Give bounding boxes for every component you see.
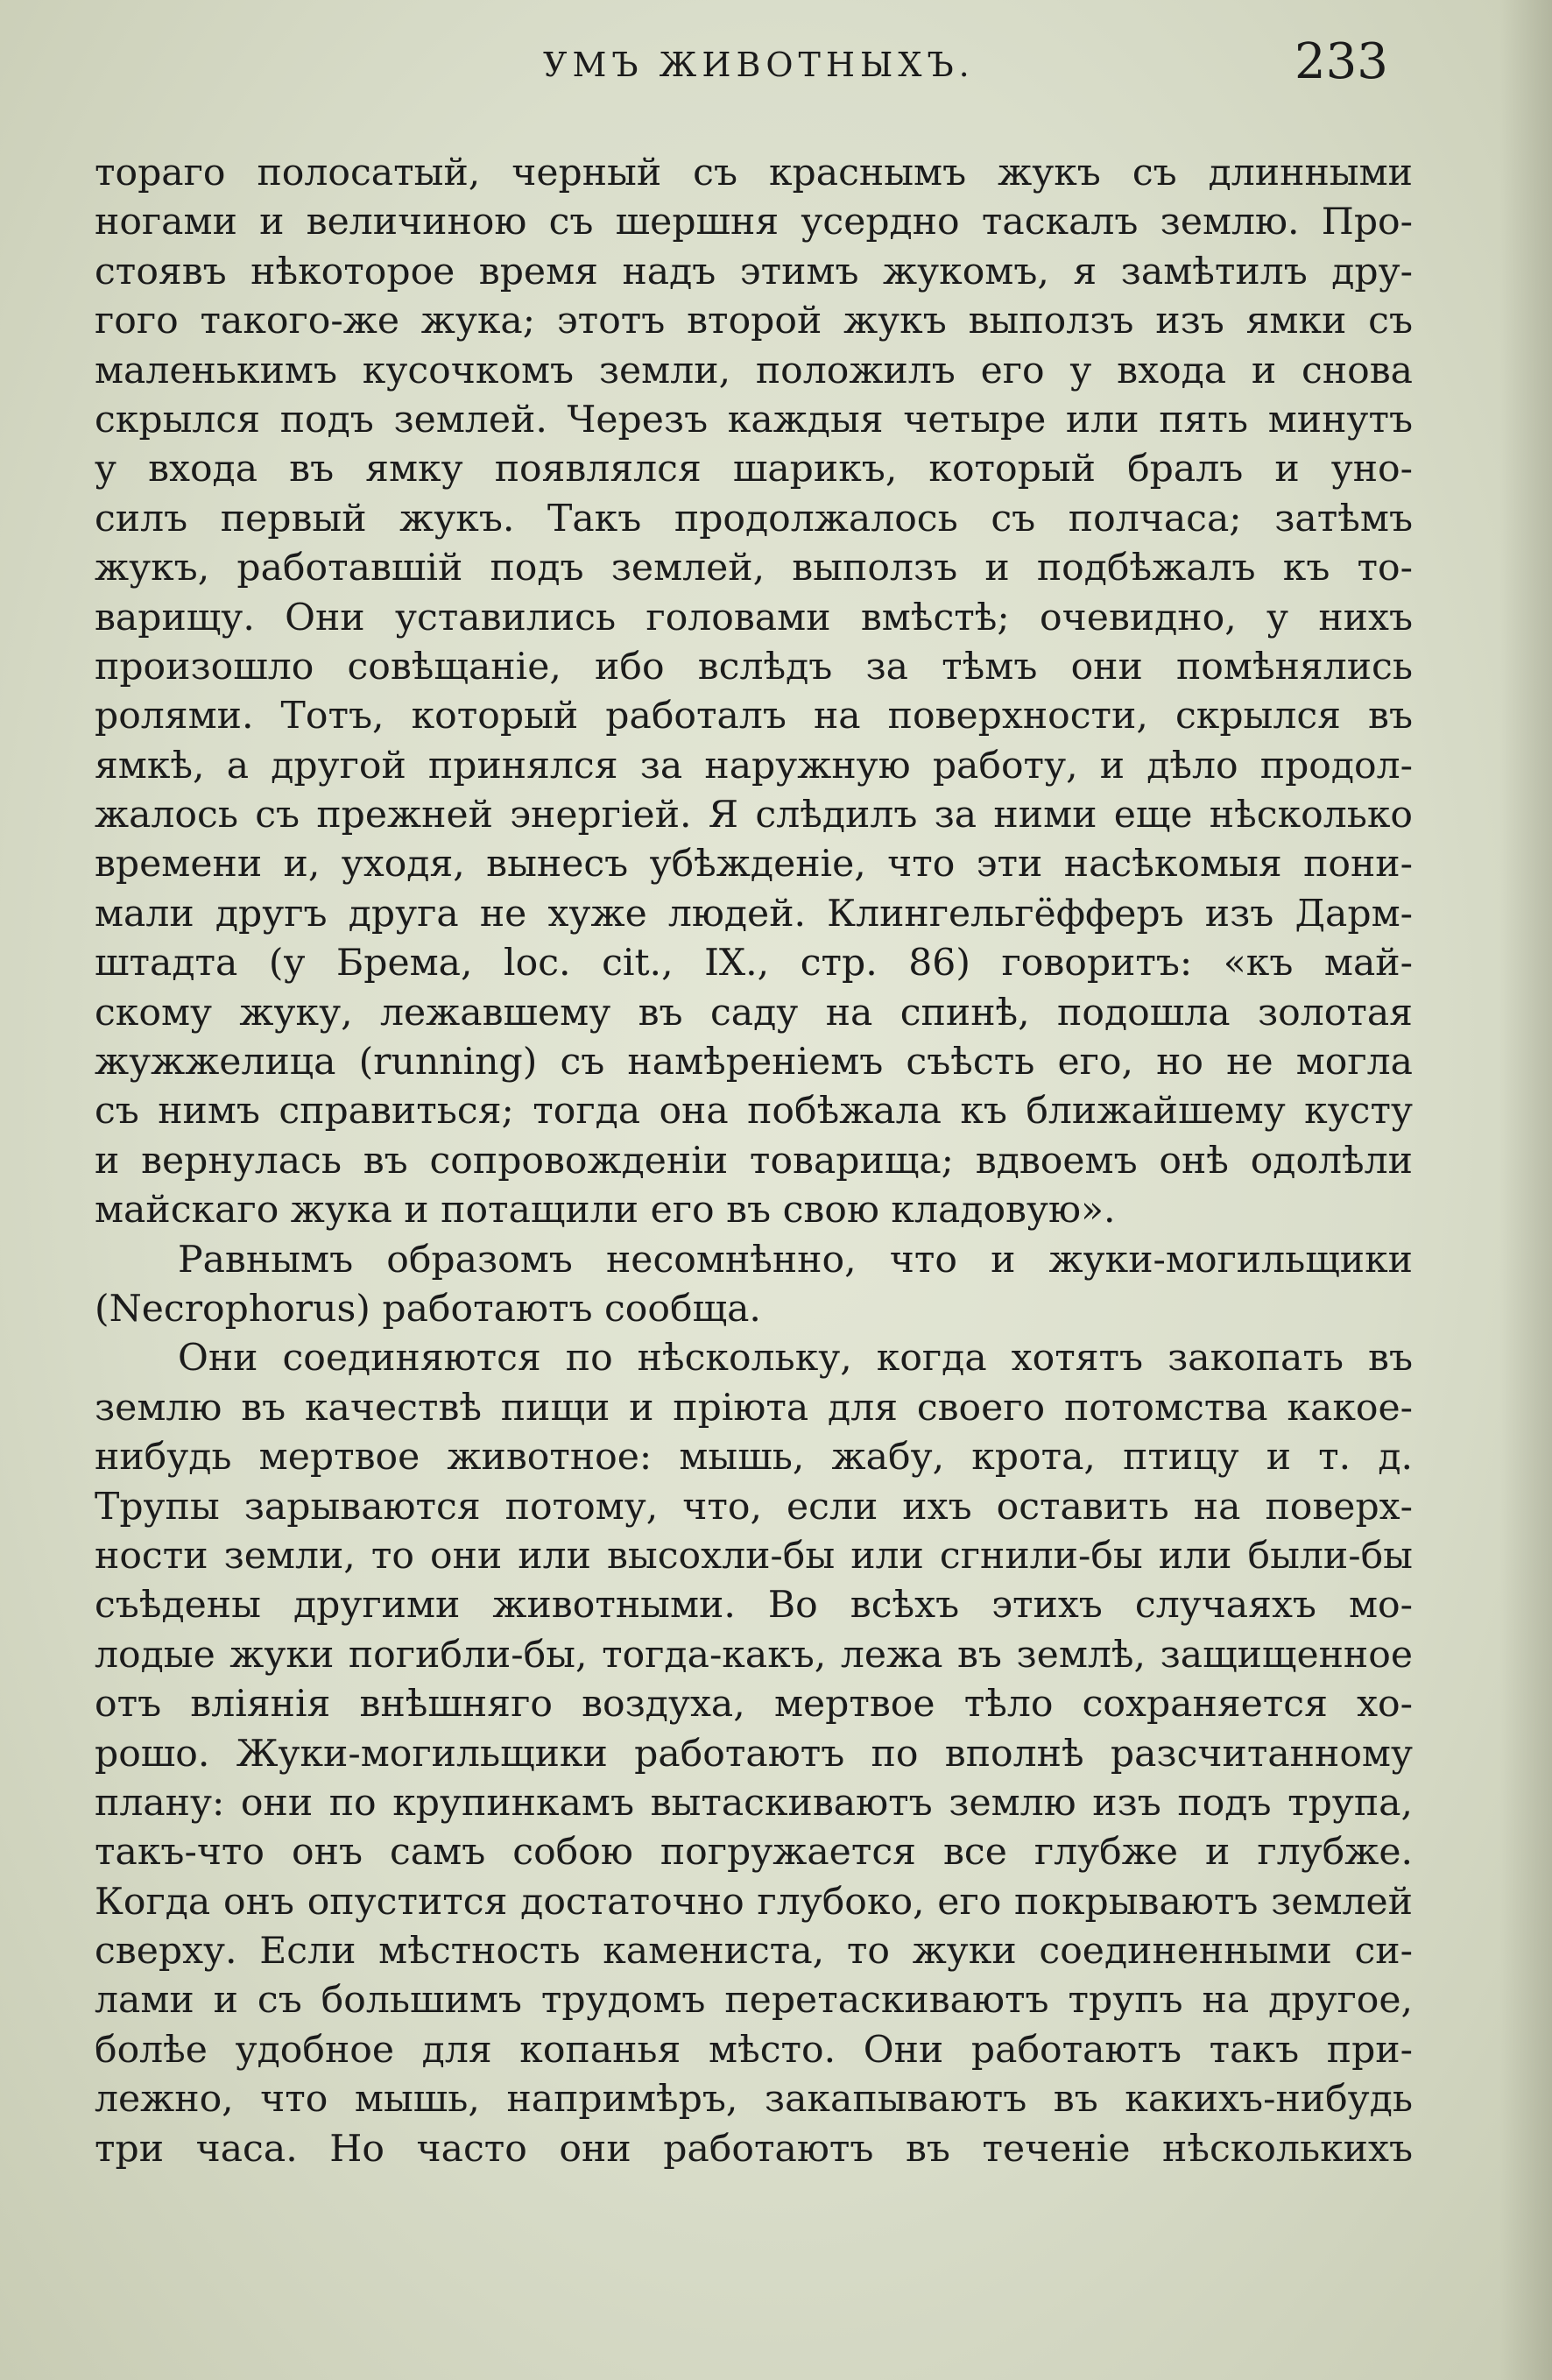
page-number: 233 bbox=[1295, 33, 1388, 90]
text-line: штадта (у Брема, loc. cit., IX., стр. 86) говоритъ: «къ май- bbox=[95, 942, 1413, 985]
page-edge-shadow bbox=[1499, 0, 1552, 2380]
text-line: нибудь мертвое животное: мышь, жабу, крота, птицу и т. д. bbox=[95, 1436, 1413, 1480]
text-line: силъ первый жукъ. Такъ продолжалось съ полчаса; затѣмъ bbox=[95, 497, 1413, 540]
text-line: майскаго жука и потащили его въ свою кладовую». bbox=[95, 1189, 1116, 1232]
text-line: ности земли, то они или высохли-бы или сгнили-бы или были-бы bbox=[95, 1534, 1413, 1578]
text-line: съѣдены другими животными. Во всѣхъ этихъ случаяхъ мо- bbox=[95, 1584, 1413, 1628]
text-line: жалось съ прежней энергіей. Я слѣдилъ за ними еще нѣсколько bbox=[95, 794, 1413, 837]
text-line: такъ-что онъ самъ собою погружается все глубже и глубже. bbox=[95, 1831, 1413, 1875]
text-line: ногами и величиною съ шершня усердно таскалъ землю. Про- bbox=[95, 201, 1413, 244]
text-line: тораго полосатый, черный съ краснымъ жукъ съ длинными bbox=[95, 152, 1413, 194]
text-line: стоявъ нѣкоторое время надъ этимъ жукомъ, я замѣтилъ дру- bbox=[95, 250, 1413, 293]
text-line: ямкѣ, а другой принялся за наружную работу, и дѣло продол- bbox=[95, 744, 1413, 787]
text-line: жужжелица (running) съ намѣреніемъ съѣсть его, но не могла bbox=[95, 1041, 1413, 1084]
text-line: съ нимъ справиться; тогда она побѣжала къ ближайшему кусту bbox=[95, 1090, 1413, 1134]
text-line: скому жуку, лежавшему въ саду на спинѣ, подошла золотая bbox=[95, 991, 1413, 1035]
text-line: гого такого-же жука; этотъ второй жукъ выползъ изъ ямки съ bbox=[95, 300, 1413, 343]
text-line: скрылся подъ землей. Черезъ каждыя четыре или пять минутъ bbox=[95, 398, 1413, 441]
text-line: времени и, уходя, вынесъ убѣжденіе, что эти насѣкомыя пони- bbox=[95, 843, 1413, 886]
paragraph-1 bbox=[95, 149, 1413, 1236]
paragraph-2 bbox=[95, 1236, 1413, 1335]
text-line: произошло совѣщаніе, ибо вслѣдъ за тѣмъ они помѣнялись bbox=[95, 645, 1413, 689]
text-line: Трупы зарываются потому, что, если ихъ оставить на поверх- bbox=[95, 1485, 1413, 1529]
text-line: плану: они по крупинкамъ вытаскиваютъ землю изъ подъ трупа, bbox=[95, 1781, 1413, 1825]
text-line: Равнымъ образомъ несомнѣнно, что и жуки-могильщики bbox=[178, 1238, 1413, 1282]
text-line: и вернулась въ сопровожденіи товарища; вдвоемъ онѣ одолѣли bbox=[95, 1139, 1413, 1183]
text-line: мали другъ друга не хуже людей. Клингельгёфферъ изъ Дарм- bbox=[95, 892, 1413, 936]
running-title: УМЪ ЖИВОТНЫХЪ. bbox=[543, 46, 975, 84]
text-line: ролями. Тотъ, который работалъ на поверхности, скрылся въ bbox=[95, 695, 1413, 738]
text-line: варищу. Они уставились головами вмѣстѣ; очевидно, у нихъ bbox=[95, 596, 1413, 639]
text-line: рошо. Жуки-могильщики работаютъ по вполнѣ разсчитанному bbox=[95, 1732, 1413, 1776]
text-line: Они соединяются по нѣскольку, когда хотятъ закопать въ bbox=[178, 1337, 1413, 1381]
text-line: маленькимъ кусочкомъ земли, положилъ его у входа и снова bbox=[95, 349, 1413, 392]
text-line: (Necrophorus) работаютъ сообща. bbox=[95, 1287, 761, 1331]
text-line: лежно, что мышь, напримѣръ, закапываютъ въ какихъ-нибудь bbox=[95, 2078, 1413, 2122]
text-line: землю въ качествѣ пищи и пріюта для своего потомства какое- bbox=[95, 1386, 1413, 1430]
paragraph-3 bbox=[95, 1334, 1413, 2174]
text-line: болѣе удобное для копанья мѣсто. Они работаютъ такъ при- bbox=[95, 2028, 1413, 2072]
text-line: отъ вліянія внѣшняго воздуха, мертвое тѣло сохраняется хо- bbox=[95, 1683, 1413, 1727]
text-line: три часа. Но часто они работаютъ въ теченіе нѣсколькихъ bbox=[95, 2127, 1413, 2171]
text-line: жукъ, работавшій подъ землей, выползъ и подбѣжалъ къ то- bbox=[95, 547, 1413, 590]
text-line: Когда онъ опустится достаточно глубоко, его покрываютъ землей bbox=[95, 1880, 1413, 1924]
text-line: лодые жуки погибли-бы, тогда-какъ, лежа въ землѣ, защищенное bbox=[95, 1633, 1413, 1677]
body-text bbox=[95, 149, 1413, 2174]
text-line: сверху. Если мѣстность камениста, то жуки соединенными си- bbox=[95, 1930, 1413, 1974]
text-line: лами и съ большимъ трудомъ перетаскиваютъ трупъ на другое, bbox=[95, 1979, 1413, 2023]
text-line: у входа въ ямку появлялся шарикъ, который бралъ и уно- bbox=[95, 448, 1413, 491]
